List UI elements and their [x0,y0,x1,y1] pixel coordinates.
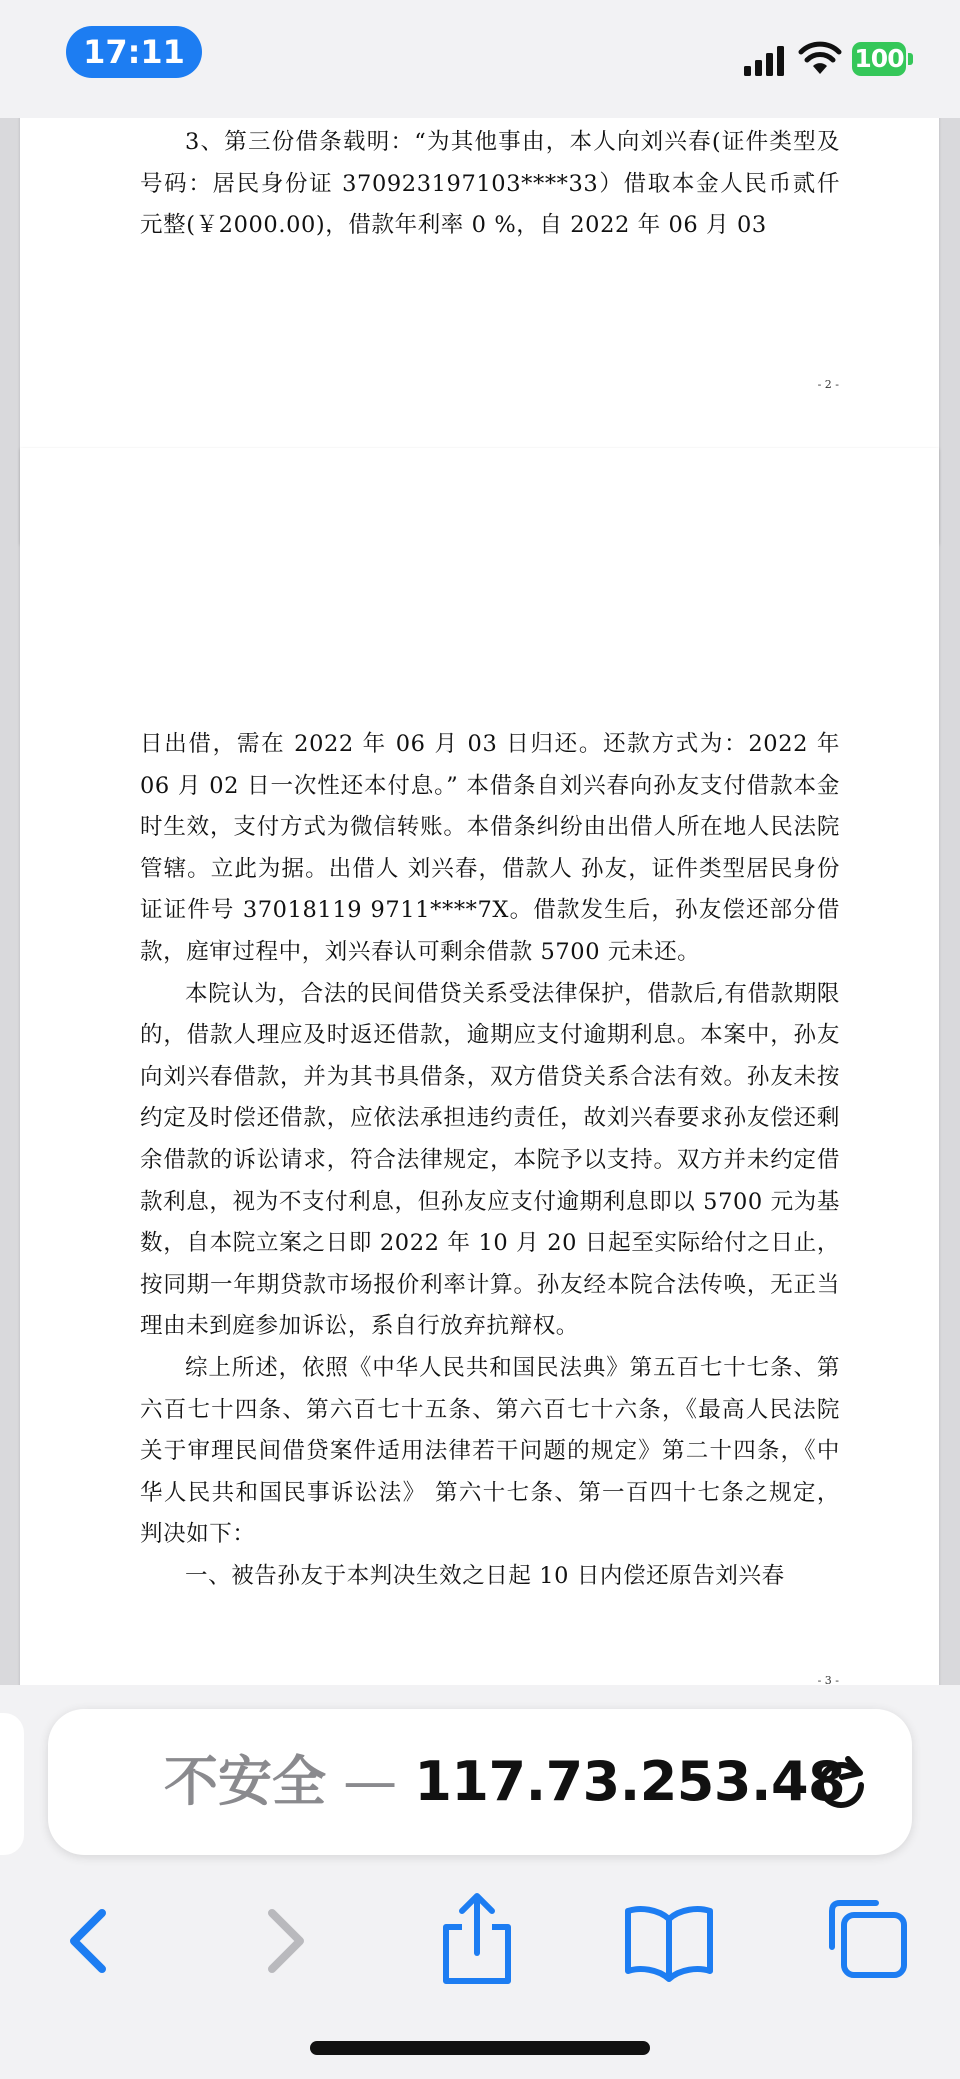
tabs-button[interactable] [812,1885,922,1995]
share-icon [422,1885,532,1995]
battery-tip [908,53,913,65]
page-2-paragraph: 3、第三份借条载明：“为其他事由，本人向刘兴春(证件类型及号码：居民身份证 370923197103****33）借取本金人民币贰仟元整(￥2000.00)，借款年利率 0 %，自 2022 年 06 月 03 [140,129,840,239]
page-3-paragraph-3: 综上所述，依照《中华人民共和国民法典》第五百七十七条、第六百七十四条、第六百七十五条、第六百七十六条，《最高人民法院关于审理民间借贷案件适用法律若干问题的规定》第二十四条，《中华人民共和国民事诉讼法》 第六十七条、第一百四十七条之规定，判决如下： [140,1354,840,1548]
security-label: 不安全 [164,1750,326,1813]
back-button[interactable] [32,1885,142,1995]
document-viewer[interactable] [0,118,960,1685]
signal-icon [744,44,784,76]
status-time[interactable]: 17:11 [66,26,202,78]
home-indicator[interactable] [310,2041,650,2055]
status-bar [0,0,960,118]
navigation-row [0,1885,960,1995]
bookmarks-icon [614,1885,724,1995]
address-text[interactable] [164,1749,845,1815]
forward-icon [232,1885,342,1995]
document-page-3 [20,448,939,1685]
page-3-paragraph-1: 日出借，需在 2022 年 06 月 03 日归还。还款方式为：2022 年 06 月 02 日一次性还本付息。” 本借条自刘兴春向孙友支付借款本金时生效，支付方式为微信转账。本借条纠纷由出借人所在地人民法院管辖。立此为据。出借人 刘兴春，借款人 孙友，证件类型居民身份证证件号 37018119 9711****7X。借款发生后，孙友偿还部分借款，庭审过程中，刘兴春认可剩余借款 5700 元未还。 [140,731,840,965]
battery-level: 100 [852,42,906,76]
tabs-icon [812,1885,922,1995]
page-number-3: - 3 - [817,1674,839,1685]
previous-tab-peek[interactable] [0,1713,24,1855]
back-icon [32,1885,142,1995]
share-button[interactable] [422,1885,532,1995]
page-3-paragraph-2: 本院认为，合法的民间借贷关系受法律保护，借款后,有借款期限的，借款人理应及时返还借款，逾期应支付逾期利息。本案中，孙友向刘兴春借款，并为其书具借条，双方借贷关系合法有效。孙友未按约定及时偿还借款，应依法承担违约责任，故刘兴春要求孙友偿还剩余借款的诉讼请求，符合法律规定，本院予以支持。双方并未约定借款利息，视为不支付利息，但孙友应支付逾期利息即以 5700 元为基数，自本院立案之日即 2022 年 10 月 20 日起至实际给付之日止，按同期一年期贷款市场报价利率计算。孙友经本院合法传唤，无正当理由未到庭参加诉讼，系自行放弃抗辩权。 [140,980,840,1340]
page-3-body [140,724,840,1597]
wifi-icon [798,40,842,76]
page-3-paragraph-4: 一、被告孙友于本判决生效之日起 10 日内偿还原告刘兴春 [185,1562,785,1589]
browser-toolbar [0,1685,960,2079]
bookmarks-button[interactable] [614,1885,724,1995]
address-separator: — [343,1750,398,1813]
address-bar[interactable] [48,1709,912,1855]
forward-button[interactable] [232,1885,342,1995]
reload-icon[interactable] [808,1749,874,1815]
address-host: 117.73.253.48 [414,1750,846,1813]
battery-icon [852,42,914,76]
page-number-2: - 2 - [817,378,839,391]
